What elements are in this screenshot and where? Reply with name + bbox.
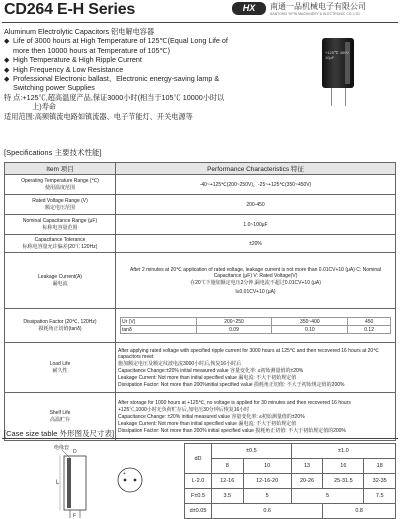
header-divider xyxy=(2,22,398,23)
feature-cn-line: 上)寿命 xyxy=(32,102,56,112)
capacitor-lead xyxy=(331,88,332,106)
feature-item: Life of 3000 hours at High Temperature of 125℃(Equal Long Life of xyxy=(13,36,228,46)
company-name-cn: 南通一品机械电子有限公司 xyxy=(270,2,366,11)
page-header xyxy=(0,0,400,22)
row-label-load-life: Load Life 耐久性 xyxy=(5,343,116,393)
bullet-icon: ◆ xyxy=(4,36,10,46)
lead-spacing-cell: 5 xyxy=(291,489,364,504)
case-dimension-drawing xyxy=(4,440,182,518)
lead-diameter-row-label: d±0.05 xyxy=(185,504,212,519)
col-header-item: Item 项目 xyxy=(5,163,116,175)
lead-diameter-cell: 0.6 xyxy=(212,504,323,519)
df-voltage: 200~250 xyxy=(196,318,272,326)
length-cell: 32-35 xyxy=(364,474,396,489)
df-tan: 0.10 xyxy=(272,326,348,334)
lead-spacing-label: F xyxy=(73,513,77,518)
lead-spacing-cell: 7.5 xyxy=(364,489,396,504)
load-life-value: After applying rated voltage with specified ripple current for 3000 hours at 125℃ and then recovered 16 hours at 20℃ capacitors meet 施加额定电压及额定纹波电流3000小时后,恢复16小时后 Capacitance Change:±20% initial measured value 容量变化率: ≤初始测量值的±20% Leakage Current: Not more than initial specified value 漏电流: 不大于初始规定值 Dissipation Factor: Not more than 200%initial specified value 损耗角正切值: 不大于初始规定值的200% xyxy=(116,343,396,393)
lead-spacing-cell: 5 xyxy=(243,489,291,504)
tolerance-group: ±1.0 xyxy=(291,444,395,459)
lead-hole xyxy=(124,479,127,482)
row-label-tolerance: Capacitance Tolerance 标称电容量允许偏差(20℃ 120Hz) xyxy=(5,235,116,253)
tolerance-value: ±20% xyxy=(116,235,396,253)
sleeve-label: 绝缘套 xyxy=(54,445,70,451)
lead-spacing-row-label: F±0.5 xyxy=(185,489,212,504)
feature-cn-line: 适用范围:高频镇流电路如镇流器、电子节能灯、开关电源等 xyxy=(4,111,193,121)
case-end-view xyxy=(118,468,142,492)
bullet-icon: ◆ xyxy=(4,74,10,84)
df-voltage: 350~400 xyxy=(272,318,348,326)
df-voltage-label: Ur (V) xyxy=(121,318,197,326)
length-label: L xyxy=(56,480,60,486)
polarity-stripe xyxy=(345,42,350,84)
case-size-divider xyxy=(2,438,398,439)
feature-cn-line: 特 点:+125℃,超高温度产品,保证3000小时(相当于105℃ 10000小时以 xyxy=(4,92,225,102)
diameter-cell: 10 xyxy=(243,459,291,474)
dissipation-subtable xyxy=(120,317,391,334)
specifications-table xyxy=(4,162,396,441)
diameter-cell: 16 xyxy=(323,459,364,474)
length-cell: 25-31.5 xyxy=(323,474,364,489)
row-label-capacitance: Nominal Capacitance Range (μF) 标称电容量范围 xyxy=(5,215,116,235)
lead-hole xyxy=(134,479,137,482)
capacitor-photo xyxy=(322,38,354,88)
row-label-shelf-life: Shelf Life 高温贮存 xyxy=(5,393,116,441)
length-cell: 12-16 xyxy=(212,474,244,489)
features-block xyxy=(4,27,304,121)
tolerance-group: ±0.5 xyxy=(212,444,292,459)
col-header-performance: Performance Characteristics 特征 xyxy=(116,163,396,175)
length-cell: 12-16-20 xyxy=(243,474,291,489)
company-name-en: NANTONG YIPIN MACHINERY & ELECTRONIC CO.,LTD xyxy=(270,12,360,16)
capacitor-lead xyxy=(345,88,346,106)
feature-item: High Frequency & Low Resistance xyxy=(13,64,124,74)
feature-item: Switching power Supplies xyxy=(13,83,95,93)
capacitance-value: 1.0~100μF xyxy=(116,215,396,235)
row-label-dissipation: Dissipation Factor (20℃, 120Hz) 损耗角正切值(tanδ) xyxy=(5,309,116,343)
leakage-value: After 2 minutes at 20℃ application of rated voltage, leakage current is not more than 0.01CV+10 (μA) C: Nominal Capacitance (μF) V: Rated Voltage(V) 在20℃下施加额定电压2分钟,漏电流不超过0.01CV+10 (μA) I≤0.01CV+10 (μA) xyxy=(116,253,396,309)
df-tan: 0.12 xyxy=(348,326,391,334)
temperature-value: -40~+125℃(200~250V)，-25~+125℃(350~450V) xyxy=(116,175,396,195)
voltage-value: 200-450 xyxy=(116,195,396,215)
row-label-voltage: Rated Voltage Range (V) 额定电压范围 xyxy=(5,195,116,215)
case-corner-label: dD xyxy=(185,444,212,474)
shelf-life-value: After storage for 1000 hours at +125℃, no voltage is applied for 30 minutes and then recovered 16 hours +125℃,1000小时无负荷贮存后,加电压30分钟后恢复16小时 Capacitance Change: ±20% initial measured value 容量变化率: ≤初始测量值的±20% Leakage Current: Not more than initial specified value 漏电流: 不大于初始规定值 Dissipation Factor: Not more than 200% initial specified value 损耗角正切值: 不大于初始规定值的200% xyxy=(116,393,396,441)
row-label-leakage: Leakage Current(A) 漏电流 xyxy=(5,253,116,309)
df-voltage: 450 xyxy=(348,318,391,326)
diameter-cell: 18 xyxy=(364,459,396,474)
case-size-title: [Case size table 外形图及尺寸表] xyxy=(4,429,115,438)
lead-diameter-cell: 0.8 xyxy=(323,504,396,519)
polarity-plus-label: + xyxy=(123,471,126,477)
case-size-table xyxy=(184,443,396,519)
df-tan: 0.09 xyxy=(196,326,272,334)
diameter-cell: 8 xyxy=(212,459,244,474)
diameter-label: D xyxy=(73,449,77,455)
company-logo: HX xyxy=(232,2,266,15)
length-row-label: L-2.0 xyxy=(185,474,212,489)
bullet-icon: ◆ xyxy=(4,55,10,65)
row-label-temperature: Operating Temperature Range (℃) 使用温度范围 xyxy=(5,175,116,195)
bullet-icon: ◆ xyxy=(4,64,10,74)
length-cell: 20-26 xyxy=(291,474,323,489)
feature-item: more then 10000 hours at Temperature of 105℃) xyxy=(13,45,170,55)
product-type: Aluminum Electrolytic Capacitors 铝电解电容器 xyxy=(4,27,155,36)
capacitor-marking: +125℃ 450V 10μF xyxy=(325,50,349,60)
specifications-title: [Specifications 主要技术性能] xyxy=(4,148,102,157)
dissipation-value xyxy=(116,309,396,343)
diameter-cell: 13 xyxy=(291,459,323,474)
df-tan-label: tanδ xyxy=(121,326,197,334)
polarity-mark-stripe xyxy=(67,458,71,508)
feature-item: Professional Electronic ballast、Electronic energy-saving lamp & xyxy=(13,74,220,84)
series-title: CD264 E-H Series xyxy=(4,1,136,18)
lead-spacing-cell: 3.5 xyxy=(212,489,244,504)
feature-item: High Temperature & High Ripple Current xyxy=(13,55,142,65)
